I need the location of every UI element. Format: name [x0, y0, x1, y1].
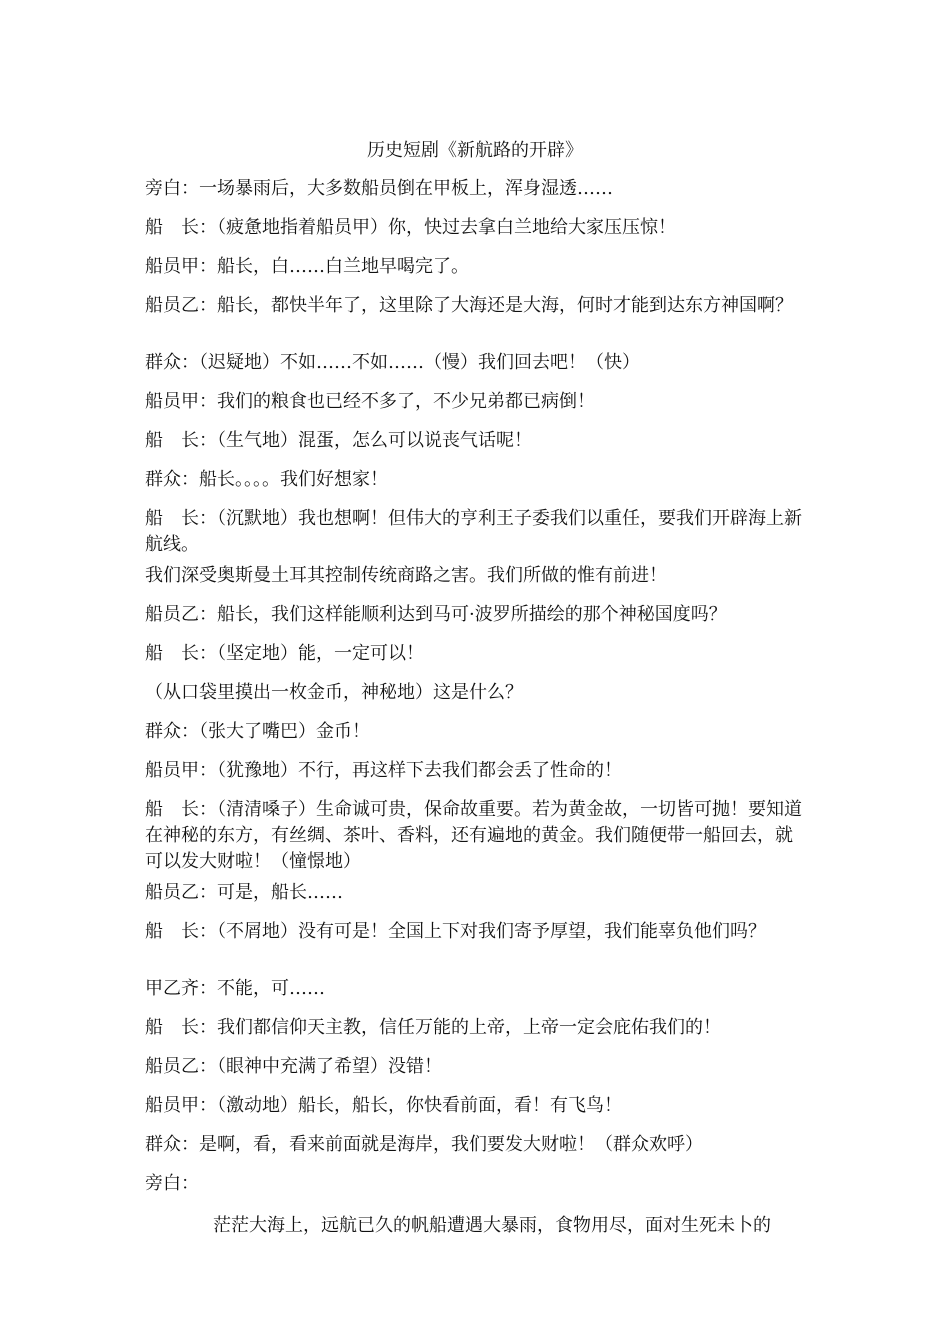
script-line-sailor-a: 船员甲：我们的粮食也已经不多了，不少兄弟都已病倒！: [145, 391, 595, 412]
script-line-sailors-together: 甲乙齐：不能，可……: [145, 978, 325, 999]
script-line-captain: 船 长：（坚定地）能，一定可以！: [145, 643, 424, 664]
script-line-narration-heading: 旁白：: [145, 1173, 199, 1194]
script-line-sailor-b: 船员乙：（眼神中充满了希望）没错！: [145, 1056, 442, 1077]
script-line-captain: 船 长：（沉默地）我也想啊！但伟大的亨利王子委我们以重任，要我们开辟海上新航线。: [145, 508, 802, 555]
document-title: 历史短剧《新航路的开辟》: [367, 140, 583, 161]
script-line-captain: 船 长：（疲惫地指着船员甲）你，快过去拿白兰地给大家压压惊！: [145, 217, 676, 238]
narration-paragraph: 茫茫大海上，远航已久的帆船遭遇大暴雨，食物用尽，面对生死未卜的: [213, 1215, 771, 1236]
script-line-crowd: 群众：（迟疑地）不如……不如……（慢）我们回去吧！（快）: [145, 352, 640, 373]
script-line-crowd: 群众：是啊，看，看来前面就是海岸，我们要发大财啦！（群众欢呼）: [145, 1134, 703, 1155]
script-line-captain: 船 长：（生气地）混蛋，怎么可以说丧气话呢！: [145, 430, 532, 451]
script-line-sailor-a: 船员甲：船长，白……白兰地早喝完了。: [145, 256, 469, 277]
script-line-crowd: 群众：（张大了嘴巴）金币！: [145, 721, 370, 742]
script-line-sailor-a: 船员甲：（犹豫地）不行，再这样下去我们都会丢了性命的！: [145, 760, 622, 781]
script-line-sailor-b: 船员乙：船长，我们这样能顺利达到马可·波罗所描绘的那个神秘国度吗？: [145, 604, 727, 625]
script-line-sailor-b: 船员乙：可是，船长……: [145, 882, 343, 903]
script-line-sailor-a: 船员甲：（激动地）船长，船长，你快看前面，看！有飞鸟！: [145, 1095, 622, 1116]
script-line-crowd: 群众：船长。。。。我们好想家！: [145, 469, 388, 490]
script-line-captain: 船 长：（清清嗓子）生命诚可贵，保命故重要。若为黄金故，一切皆可抛！要知道在神秘的东方，有丝绸、茶叶、香料，还有遍地的黄金。我们随便带一船回去，就可以发大财啦！（憧憬地）: [145, 799, 802, 872]
script-line-stage-direction: （从口袋里摸出一枚金币，神秘地）这是什么？: [145, 682, 523, 703]
script-line-captain: 船 长：我们都信仰天主教，信任万能的上帝，上帝一定会庇佑我们的！: [145, 1017, 721, 1038]
script-line-captain: 船 长：（不屑地）没有可是！全国上下对我们寄予厚望，我们能辜负他们吗？: [145, 921, 766, 942]
script-line-narration: 旁白：一场暴雨后，大多数船员倒在甲板上，浑身湿透……: [145, 178, 613, 199]
script-line-sailor-b: 船员乙：船长，都快半年了，这里除了大海还是大海，何时才能到达东方神国啊？: [145, 295, 793, 316]
script-line-captain-continued: 我们深受奥斯曼土耳其控制传统商路之害。我们所做的惟有前进！: [145, 565, 667, 586]
